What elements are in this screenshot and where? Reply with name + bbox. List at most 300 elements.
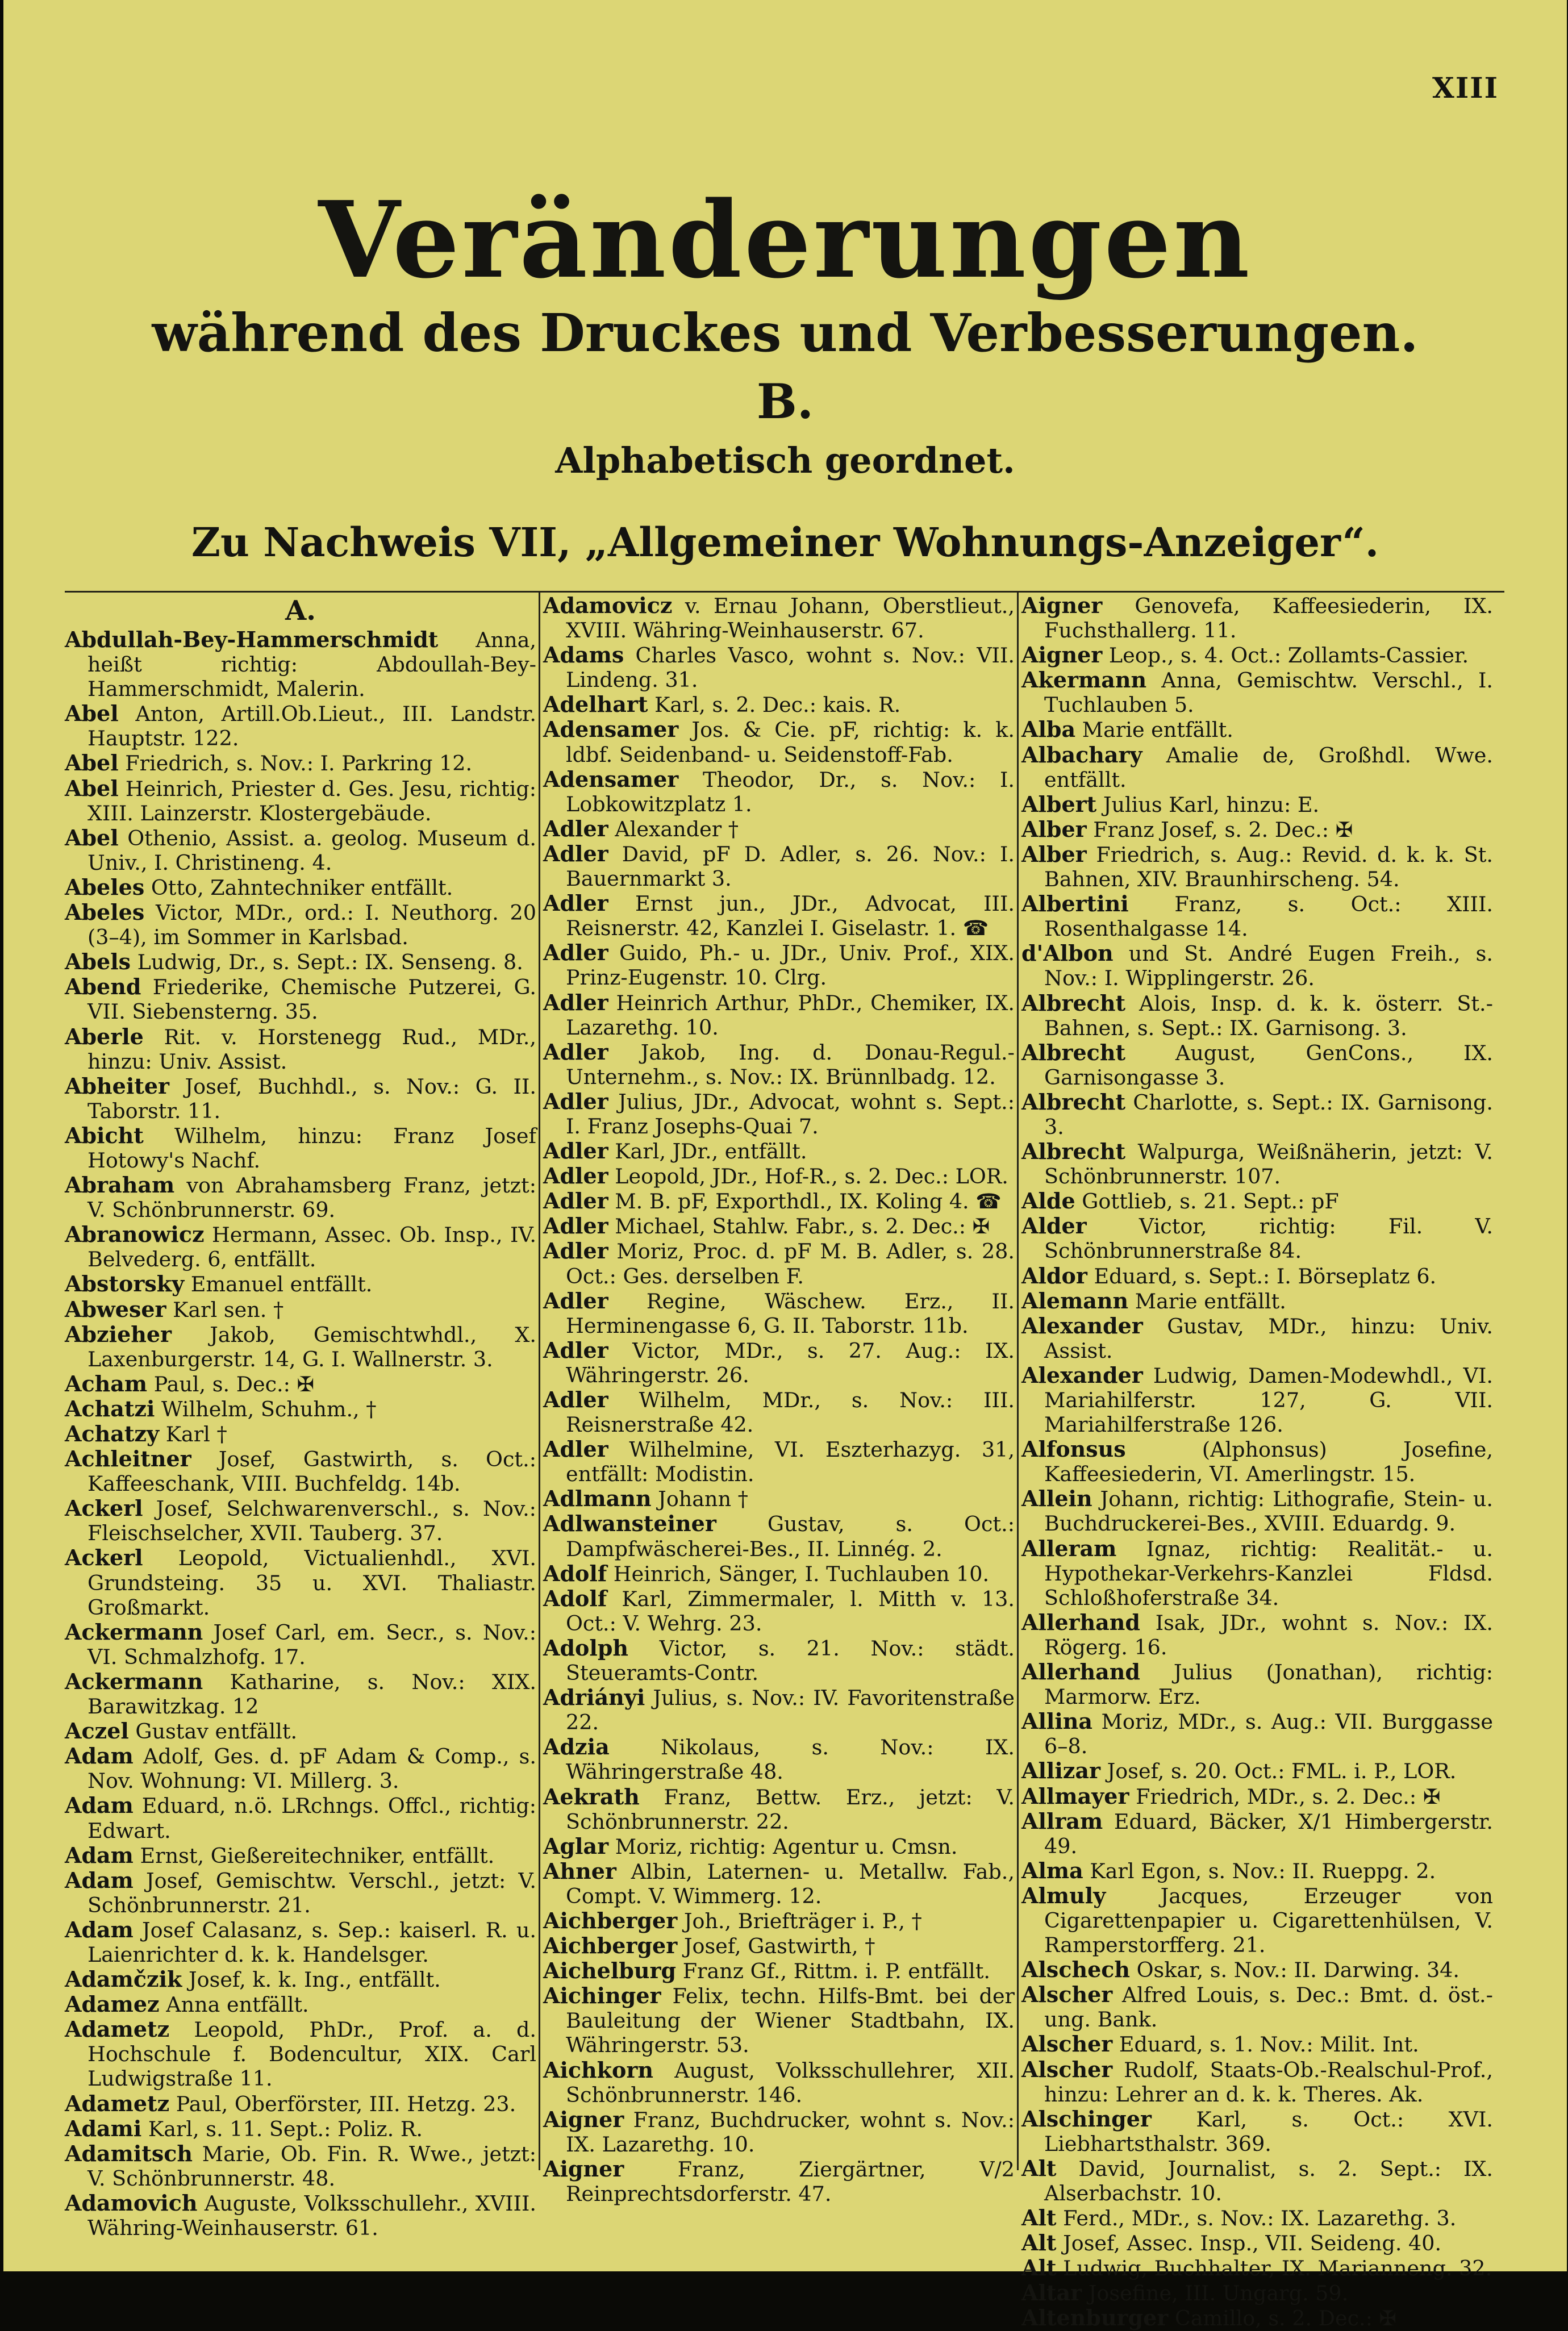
entry-details: Leopold, JDr., Hof-R., s. 2. Dec.: LOR. bbox=[608, 1164, 1008, 1189]
entry-details: Marie, Ob. Fin. R. Wwe., jetzt: V. Schönbrunnerstr. 48. bbox=[87, 2141, 536, 2191]
entry-surname: Aichelburg bbox=[543, 1958, 677, 1984]
entry-surname: Adler bbox=[543, 1287, 608, 1313]
directory-entry bbox=[65, 1074, 536, 1123]
entry-details: Theodor, Dr., s. Nov.: I. Lobkowitzplatz 1. bbox=[566, 767, 1015, 816]
entry-details: Karl, s. Oct.: XVI. Liebhartsthalstr. 369. bbox=[1044, 2107, 1493, 2156]
entry-details: Josef, k. k. Ing., entfällt. bbox=[182, 1967, 441, 1992]
entry-details: August, GenCons., IX. Garnisongasse 3. bbox=[1044, 1040, 1493, 1090]
section-reference: Zu Nachweis VII, „Allgemeiner Wohnungs-Anzeiger“. bbox=[191, 519, 1379, 566]
column-1-entries bbox=[65, 627, 536, 2240]
directory-entry bbox=[65, 1917, 536, 1967]
directory-entry bbox=[543, 1636, 1015, 1685]
directory-entry bbox=[65, 2116, 536, 2141]
entry-details: Franz, Buchdrucker, wohnt s. Nov.: IX. Lazarethg. 10. bbox=[566, 2107, 1015, 2157]
entry-surname: Alt bbox=[1021, 2255, 1057, 2281]
entry-surname: Adriányi bbox=[543, 1684, 645, 1711]
directory-entry bbox=[1021, 1437, 1493, 1486]
directory-entry bbox=[1021, 1659, 1493, 1709]
entry-details: Anna, Gemischtw. Verschl., I. Tuchlauben 5. bbox=[1044, 668, 1493, 718]
column-1 bbox=[65, 591, 536, 2240]
entry-surname: Adler bbox=[543, 1238, 608, 1264]
directory-entry bbox=[1021, 1139, 1493, 1189]
entry-surname: Adler bbox=[543, 1436, 608, 1462]
directory-entry bbox=[1021, 792, 1493, 817]
entry-details: M. B. pF, Exporthdl., IX. Koling 4. ☎ bbox=[608, 1189, 1002, 1214]
entry-details: Moriz, richtig: Agentur u. Cmsn. bbox=[608, 1834, 958, 1859]
entry-surname: Abeles bbox=[65, 874, 145, 900]
entry-details: Leop., s. 4. Oct.: Zollamts-Cassier. bbox=[1102, 643, 1469, 668]
entry-details: Walpurga, Weißnäherin, jetzt: V. Schönbrunnerstr. 107. bbox=[1044, 1140, 1493, 1189]
entry-surname: Adler bbox=[543, 1387, 608, 1412]
entry-surname: Abel bbox=[65, 750, 119, 776]
entry-details: Ludwig, Dr., s. Sept.: IX. Senseng. 8. bbox=[131, 950, 523, 975]
directory-entry bbox=[1021, 941, 1493, 990]
entry-details: Karl, Zimmermaler, l. Mitth v. 13. Oct.: V. Wehrg. 23. bbox=[566, 1586, 1015, 1636]
directory-entry bbox=[1021, 1957, 1493, 1982]
directory-entry bbox=[65, 974, 536, 1024]
directory-entry bbox=[1021, 2205, 1493, 2230]
entry-details: Katharine, s. Nov.: XIX. Barawitzkag. 12 bbox=[87, 1669, 536, 1719]
entry-details: Johann † bbox=[651, 1487, 748, 1512]
entry-details: Karl sen. † bbox=[166, 1297, 284, 1322]
directory-entry bbox=[65, 1719, 536, 1744]
entry-details: Josef Carl, em. Secr., s. Nov.: VI. Schmalzhofg. 17. bbox=[87, 1620, 536, 1669]
directory-entry bbox=[65, 1396, 536, 1421]
directory-entry bbox=[543, 717, 1015, 766]
directory-entry bbox=[65, 1446, 536, 1496]
directory-entry bbox=[1021, 991, 1493, 1040]
entry-surname: Abheiter bbox=[65, 1073, 170, 1099]
entry-surname: Aichberger bbox=[543, 1907, 678, 1933]
entry-details: Hermann, Assec. Ob. Insp., IV. Belvederg. 6, entfällt. bbox=[87, 1223, 536, 1272]
directory-entry bbox=[543, 1511, 1015, 1561]
entry-surname: Adamčzik bbox=[65, 1966, 182, 1992]
entry-details: Josef, Gastwirth, s. Oct.: Kaffeeschank, VIII. Buchfeldg. 14b. bbox=[87, 1447, 536, 1496]
entry-surname: Aichberger bbox=[543, 1933, 678, 1959]
entry-surname: Albachary bbox=[1021, 741, 1142, 768]
entry-details: Regine, Wäschew. Erz., II. Herminengasse 6, G. II. Taborstr. 11b. bbox=[566, 1288, 1015, 1338]
entry-surname: Alma bbox=[1021, 1857, 1083, 1883]
entry-surname: Albrecht bbox=[1021, 1089, 1126, 1115]
entry-surname: Aglar bbox=[543, 1833, 609, 1859]
entry-details: Josef, Gastwirth, † bbox=[677, 1934, 875, 1959]
directory-entry bbox=[65, 1024, 536, 1074]
directory-entry bbox=[1021, 1313, 1493, 1363]
entry-details: Leopold, Victualienhdl., XVI. Grundsteing. 35 u. XVI. Thaliastr. Großmarkt. bbox=[87, 1546, 536, 1620]
entry-surname: d'Albon bbox=[1021, 940, 1114, 966]
entry-surname: Adametz bbox=[65, 2016, 170, 2042]
entry-details: Rudolf, Staats-Ob.-Realschul-Prof., hinzu: Lehrer an d. k. k. Theres. Ak. bbox=[1044, 2057, 1493, 2107]
entry-surname: Aberle bbox=[65, 1023, 144, 1049]
entry-surname: Aigner bbox=[543, 2155, 624, 2182]
directory-entry bbox=[65, 1793, 536, 1842]
directory-entry bbox=[1021, 1982, 1493, 2032]
entry-surname: Adler bbox=[543, 940, 608, 966]
entry-details: Gustav entfällt. bbox=[128, 1719, 298, 1744]
entry-details: Josef, Assec. Insp., VII. Seideng. 40. bbox=[1056, 2231, 1442, 2256]
entry-surname: Adler bbox=[543, 1138, 608, 1164]
entry-surname: Allmayer bbox=[1021, 1783, 1129, 1809]
entry-surname: Allizar bbox=[1021, 1758, 1101, 1784]
entry-details: Julius, JDr., Advocat, wohnt s. Sept.: I. Franz Josephs-Quai 7. bbox=[566, 1089, 1015, 1139]
entry-surname: Adler bbox=[543, 1337, 608, 1363]
entry-details: Friederike, Chemische Putzerei, G. VII. Siebensterng. 35. bbox=[87, 975, 536, 1024]
directory-entry bbox=[543, 1908, 1015, 1933]
entry-details: Karl Egon, s. Nov.: II. Rueppg. 2. bbox=[1083, 1858, 1436, 1883]
directory-entry bbox=[65, 1545, 536, 1619]
entry-details: Moriz, MDr., s. Aug.: VII. Burggasse 6–8. bbox=[1044, 1709, 1493, 1759]
entry-details: Franz Josef, s. 2. Dec.: ✠ bbox=[1086, 817, 1353, 842]
directory-entry bbox=[543, 1338, 1015, 1387]
entry-surname: Adam bbox=[65, 1743, 134, 1769]
entry-details: Otto, Zahntechniker entfällt. bbox=[144, 875, 453, 900]
entry-details: Charlotte, s. Sept.: IX. Garnisong. 3. bbox=[1044, 1090, 1493, 1139]
entry-surname: Aichinger bbox=[543, 1983, 661, 2009]
directory-entry bbox=[65, 900, 536, 949]
entry-surname: Aigner bbox=[1021, 593, 1103, 618]
entry-surname: Allerhand bbox=[1021, 1609, 1140, 1635]
directory-entry bbox=[543, 1859, 1015, 1908]
entry-surname: Adler bbox=[543, 1163, 608, 1189]
entry-details: Eduard, n.ö. LRchngs. Offcl., richtig: Edwart. bbox=[87, 1794, 536, 1843]
directory-entry bbox=[1021, 891, 1493, 941]
entry-details: Marie entfällt. bbox=[1075, 718, 1233, 743]
directory-entry bbox=[65, 1222, 536, 1271]
entry-surname: Allram bbox=[1021, 1808, 1103, 1834]
entry-surname: Allina bbox=[1021, 1708, 1093, 1734]
entry-details: Josef, Buchhdl., s. Nov.: G. II. Taborstr. 11. bbox=[87, 1074, 536, 1123]
entry-details: Anna, heißt richtig: Abdoullah-Bey-Hammerschmidt, Malerin. bbox=[87, 628, 536, 702]
directory-entry bbox=[65, 701, 536, 750]
directory-entry bbox=[543, 1040, 1015, 1089]
entry-surname: Adler bbox=[543, 1188, 608, 1214]
directory-entry bbox=[1021, 1189, 1493, 1214]
directory-entry bbox=[543, 1288, 1015, 1338]
directory-entry bbox=[543, 2058, 1015, 2107]
entry-surname: Albrecht bbox=[1021, 1139, 1126, 1165]
entry-surname: Ahner bbox=[543, 1858, 616, 1884]
directory-entry bbox=[1021, 2032, 1493, 2057]
column-3 bbox=[1021, 591, 1493, 2331]
directory-entry bbox=[65, 1322, 536, 1371]
entry-details: Julius Karl, hinzu: E. bbox=[1096, 792, 1320, 817]
entry-surname: Almuly bbox=[1021, 1882, 1106, 1908]
entry-details: August, Volksschullehrer, XII. Schönbrunnerstr. 146. bbox=[566, 2058, 1015, 2107]
entry-surname: Alfonsus bbox=[1021, 1436, 1126, 1462]
entry-details: Gustav, MDr., hinzu: Univ. Assist. bbox=[1044, 1313, 1493, 1363]
entry-surname: Altenburger bbox=[1021, 2305, 1169, 2331]
directory-entry bbox=[1021, 1214, 1493, 1263]
directory-entry bbox=[543, 940, 1015, 990]
column-letter: A. bbox=[285, 595, 316, 627]
entry-details: Alexander † bbox=[608, 816, 739, 841]
entry-details: Adolf, Ges. d. pF Adam & Comp., s. Nov. Wohnung: VI. Millerg. 3. bbox=[87, 1744, 536, 1794]
entry-details: Eduard, Bäcker, X/1 Himbergerstr. 49. bbox=[1044, 1809, 1493, 1858]
directory-entry bbox=[543, 1685, 1015, 1734]
entry-surname: Abdullah-Bey-Hammerschmidt bbox=[65, 627, 439, 652]
entry-details: Wilhelm, hinzu: Franz Josef Hotowy's Nachf. bbox=[87, 1123, 536, 1173]
entry-surname: Alschinger bbox=[1021, 2105, 1152, 2132]
entry-surname: Adam bbox=[65, 1792, 134, 1819]
directory-entry bbox=[65, 627, 536, 701]
entry-surname: Alscher bbox=[1021, 2031, 1113, 2057]
section-subtitle: Alphabetisch geordnet. bbox=[555, 440, 1015, 481]
directory-entry bbox=[543, 1486, 1015, 1511]
directory-entry bbox=[1021, 1858, 1493, 1883]
directory-entry bbox=[1021, 1363, 1493, 1437]
directory-entry bbox=[1021, 2255, 1493, 2280]
directory-entry bbox=[65, 875, 536, 900]
entry-surname: Adami bbox=[65, 2115, 142, 2141]
entry-surname: Adzia bbox=[543, 1734, 610, 1760]
entry-surname: Adler bbox=[543, 815, 608, 841]
directory-entry bbox=[543, 1561, 1015, 1586]
directory-entry bbox=[1021, 1040, 1493, 1090]
entry-surname: Akermann bbox=[1021, 667, 1147, 693]
entry-details: Karl † bbox=[159, 1422, 227, 1446]
entry-surname: Albertini bbox=[1021, 891, 1129, 917]
directory-entry bbox=[1021, 1288, 1493, 1313]
column-divider bbox=[539, 591, 540, 2170]
entry-details: Gustav, s. Oct.: Dampfwäscherei-Bes., II. Linnég. 2. bbox=[566, 1512, 1015, 1561]
entry-details: Jakob, Ing. d. Donau-Regul.-Unternehm., s. Nov.: IX. Brünnlbadg. 12. bbox=[566, 1040, 1015, 1089]
entry-details: Victor, richtig: Fil. V. Schönbrunnerstraße 84. bbox=[1044, 1214, 1493, 1264]
entry-details: Rit. v. Horstenegg Rud., MDr., hinzu: Univ. Assist. bbox=[87, 1024, 536, 1074]
entry-details: Victor, s. 21. Nov.: städt. Steueramts-Contr. bbox=[566, 1636, 1015, 1686]
entry-details: (Alphonsus) Josefine, Kaffeesiederin, VI. Amerlingstr. 15. bbox=[1044, 1437, 1493, 1487]
entry-surname: Alexander bbox=[1021, 1312, 1143, 1338]
directory-entry bbox=[65, 2191, 536, 2240]
entry-surname: Abels bbox=[65, 949, 131, 975]
section-letter: B. bbox=[756, 373, 814, 429]
entry-surname: Adlwansteiner bbox=[543, 1511, 716, 1537]
entry-surname: Adelhart bbox=[543, 691, 648, 718]
directory-entry bbox=[65, 2091, 536, 2116]
directory-entry bbox=[543, 2157, 1015, 2206]
directory-entry bbox=[65, 1421, 536, 1446]
entry-details: Genovefa, Kaffeesiederin, IX. Fuchsthallerg. 11. bbox=[1044, 594, 1493, 643]
directory-entry bbox=[1021, 1536, 1493, 1610]
directory-entry bbox=[543, 1734, 1015, 1784]
entry-details: Ferd., MDr., s. Nov.: IX. Lazarethg. 3. bbox=[1056, 2206, 1457, 2231]
entry-surname: Adensamer bbox=[543, 716, 679, 743]
entry-details: Camillo, s. 2. Dec.: ✠ bbox=[1168, 2306, 1397, 2331]
entry-details: Isak, JDr., wohnt s. Nov.: IX. Rögerg. 16. bbox=[1044, 1610, 1493, 1659]
directory-entry bbox=[543, 1586, 1015, 1636]
entry-details: Franz, Bettw. Erz., jetzt: V. Schönbrunnerstr. 22. bbox=[566, 1784, 1015, 1834]
entry-surname: Adams bbox=[543, 642, 624, 668]
entry-details: Heinrich, Sänger, I. Tuchlauben 10. bbox=[607, 1561, 990, 1586]
document-page bbox=[3, 0, 1567, 2331]
directory-entry bbox=[65, 949, 536, 974]
page-number: XIII bbox=[1432, 71, 1499, 105]
entry-surname: Albrecht bbox=[1021, 990, 1126, 1016]
entry-details: Nikolaus, s. Nov.: IX. Währingerstraße 48. bbox=[566, 1735, 1015, 1784]
entry-surname: Aldor bbox=[1021, 1262, 1087, 1288]
entry-surname: Achatzy bbox=[65, 1421, 160, 1446]
entry-details: Victor, MDr., s. 27. Aug.: IX. Währingerstr. 26. bbox=[566, 1338, 1015, 1387]
entry-details: Josef, Gemischtw. Verschl., jetzt: V. Schönbrunnerstr. 21. bbox=[87, 1868, 536, 1917]
directory-entry bbox=[65, 1271, 536, 1296]
directory-entry bbox=[543, 2107, 1015, 2157]
entry-surname: Aczel bbox=[65, 1718, 129, 1744]
entry-details: Albin, Laternen- u. Metallw. Fab., Compt. V. Wimmerg. 12. bbox=[566, 1859, 1015, 1908]
entry-details: Marie entfällt. bbox=[1128, 1288, 1286, 1313]
entry-surname: Adler bbox=[543, 890, 608, 916]
entry-details: Alfred Louis, s. Dec.: Bmt. d. öst.-ung. Bank. bbox=[1044, 1983, 1493, 2032]
entry-surname: Alt bbox=[1021, 2155, 1057, 2181]
entry-details: Josef Calasanz, s. Sep.: kaiserl. R. u. Laienrichter d. k. k. Handelsger. bbox=[87, 1917, 536, 1967]
directory-entry bbox=[1021, 1486, 1493, 1536]
entry-surname: Adler bbox=[543, 1213, 608, 1239]
directory-entry bbox=[65, 1297, 536, 1322]
entry-details: Ignaz, richtig: Realität.- u. Hypothekar-Verkehrs-Kanzlei Fldsd. Schloßhoferstraße 34. bbox=[1044, 1536, 1493, 1610]
entry-surname: Adler bbox=[543, 1088, 608, 1114]
entry-surname: Abend bbox=[65, 974, 141, 1000]
directory-entry bbox=[543, 1387, 1015, 1437]
directory-entry bbox=[1021, 1264, 1493, 1288]
directory-entry bbox=[1021, 1709, 1493, 1758]
directory-entry bbox=[543, 1214, 1015, 1239]
entry-surname: Abraham bbox=[65, 1172, 175, 1198]
entry-surname: Aekrath bbox=[543, 1783, 640, 1809]
entry-details: Amalie de, Großhdl. Wwe. entfällt. bbox=[1044, 743, 1493, 792]
entry-surname: Alexander bbox=[1021, 1362, 1143, 1388]
directory-entry bbox=[1021, 1809, 1493, 1858]
entry-surname: Adametz bbox=[65, 2090, 170, 2116]
directory-entry bbox=[65, 1967, 536, 1992]
entry-details: Karl, s. 11. Sept.: Poliz. R. bbox=[141, 2116, 423, 2141]
directory-entry bbox=[65, 1843, 536, 1868]
entry-details: Wilhelm, MDr., s. Nov.: III. Reisnerstraße 42. bbox=[566, 1388, 1015, 1437]
directory-entry bbox=[543, 593, 1015, 643]
entry-surname: Alt bbox=[1021, 2205, 1057, 2231]
page-title: Veränderungen bbox=[318, 178, 1252, 302]
directory-entry bbox=[543, 1437, 1015, 1486]
entry-details: Auguste, Volksschullehr., XVIII. Währing-Weinhauserstr. 61. bbox=[87, 2191, 536, 2240]
entry-surname: Alt bbox=[1021, 2230, 1057, 2256]
entry-surname: Alde bbox=[1021, 1188, 1075, 1214]
directory-entry bbox=[65, 1620, 536, 1669]
entry-details: Ludwig, Buchhalter, IX. Marianneng. 32. bbox=[1056, 2256, 1492, 2281]
column-2 bbox=[543, 591, 1015, 2206]
directory-entry bbox=[1021, 643, 1493, 668]
entry-details: Heinrich, Priester d. Ges. Jesu, richtig: XIII. Lainzerstr. Klostergebäude. bbox=[87, 776, 536, 825]
entry-surname: Ackermann bbox=[65, 1668, 203, 1694]
entry-surname: Adolf bbox=[543, 1585, 607, 1611]
entry-details: Wilhelmine, VI. Eszterhazyg. 31, entfällt: Modistin. bbox=[566, 1437, 1015, 1487]
entry-details: Anna entfällt. bbox=[159, 1992, 309, 2017]
entry-details: Josef, Selchwarenverschl., s. Nov.: Fleischselcher, XVII. Tauberg. 37. bbox=[87, 1496, 536, 1546]
entry-surname: Albrecht bbox=[1021, 1039, 1126, 1065]
entry-surname: Adolph bbox=[543, 1634, 629, 1661]
entry-details: Franz, s. Oct.: XIII. Rosenthalgasse 14. bbox=[1044, 892, 1493, 941]
directory-entry bbox=[1021, 743, 1493, 792]
entry-details: Oskar, s. Nov.: II. Darwing. 34. bbox=[1130, 1958, 1460, 1983]
entry-details: Anton, Artill.Ob.Lieut., III. Landstr. Hauptstr. 122. bbox=[87, 702, 536, 751]
entry-surname: Adlmann bbox=[543, 1486, 652, 1512]
directory-entry bbox=[543, 1139, 1015, 1164]
entry-surname: Alba bbox=[1021, 716, 1076, 743]
directory-entry bbox=[543, 1834, 1015, 1859]
entry-surname: Alemann bbox=[1021, 1287, 1129, 1313]
entry-surname: Adamez bbox=[65, 1991, 160, 2017]
directory-entry bbox=[65, 1123, 536, 1173]
entry-surname: Achleitner bbox=[65, 1446, 191, 1472]
directory-entry bbox=[543, 692, 1015, 717]
entry-surname: Adam bbox=[65, 1916, 134, 1942]
entry-surname: Adamitsch bbox=[65, 2140, 193, 2166]
entry-details: David, Journalist, s. 2. Sept.: IX. Alserbachstr. 10. bbox=[1044, 2156, 1493, 2205]
entry-surname: Abel bbox=[65, 775, 119, 801]
entry-surname: Adler bbox=[543, 840, 608, 866]
directory-entry bbox=[1021, 2156, 1493, 2205]
entry-surname: Abweser bbox=[65, 1296, 166, 1322]
directory-entry bbox=[1021, 1784, 1493, 1809]
directory-entry bbox=[543, 1239, 1015, 1288]
entry-surname: Alscher bbox=[1021, 1982, 1113, 2008]
entry-surname: Ackermann bbox=[65, 1619, 203, 1645]
directory-entry bbox=[65, 1371, 536, 1396]
entry-details: Heinrich Arthur, PhDr., Chemiker, IX. Lazarethg. 10. bbox=[566, 990, 1015, 1040]
column-3-entries bbox=[1021, 593, 1493, 2331]
directory-entry bbox=[65, 1173, 536, 1222]
entry-surname: Aigner bbox=[1021, 642, 1103, 668]
directory-entry bbox=[543, 1784, 1015, 1834]
entry-surname: Adam bbox=[65, 1867, 134, 1893]
directory-entry bbox=[65, 1669, 536, 1719]
entry-surname: Alber bbox=[1021, 841, 1087, 867]
entry-surname: Adler bbox=[543, 989, 608, 1015]
entry-details: Eduard, s. Sept.: I. Börseplatz 6. bbox=[1087, 1264, 1437, 1288]
entry-surname: Albert bbox=[1021, 791, 1097, 817]
page-subtitle: während des Druckes und Verbesserungen. bbox=[152, 302, 1419, 364]
entry-surname: Ackerl bbox=[65, 1495, 143, 1521]
entry-details: Franz, Ziergärtner, V/2 Reinprechtsdorferstr. 47. bbox=[566, 2157, 1015, 2206]
entry-details: Josef, s. 20. Oct.: FML. i. P., LOR. bbox=[1100, 1759, 1457, 1784]
directory-entry bbox=[65, 776, 536, 825]
directory-entry bbox=[543, 1189, 1015, 1214]
entry-details: Guido, Ph.- u. JDr., Univ. Prof., XIX. Prinz-Eugenstr. 10. Clrg. bbox=[566, 941, 1015, 990]
entry-surname: Alscher bbox=[1021, 2056, 1113, 2082]
directory-entry bbox=[65, 1744, 536, 1793]
entry-details: Jos. & Cie. pF, richtig: k. k. ldbf. Seidenband- u. Seidenstoff-Fab. bbox=[566, 718, 1015, 767]
directory-entry bbox=[65, 2141, 536, 2191]
entry-details: Franz Gf., Rittm. i. P. entfällt. bbox=[676, 1959, 990, 1984]
entry-details: Ernst jun., JDr., Advocat, III. Reisnerstr. 42, Kanzlei I. Giselastr. 1. ☎ bbox=[566, 891, 1015, 941]
entry-details: Julius (Jonathan), richtig: Marmorw. Erz. bbox=[1044, 1660, 1493, 1709]
directory-entry bbox=[1021, 1883, 1493, 1957]
entry-details: und St. André Eugen Freih., s. Nov.: I. Wipplingerstr. 26. bbox=[1044, 941, 1493, 991]
entry-surname: Adolf bbox=[543, 1560, 607, 1586]
entry-details: Friedrich, MDr., s. 2. Dec.: ✠ bbox=[1129, 1784, 1441, 1809]
entry-surname: Adensamer bbox=[543, 766, 679, 792]
entry-surname: Abstorsky bbox=[65, 1271, 185, 1297]
directory-entry bbox=[543, 643, 1015, 692]
entry-details: Michael, Stahlw. Fabr., s. 2. Dec.: ✠ bbox=[608, 1214, 990, 1239]
entry-details: Friedrich, s. Aug.: Revid. d. k. k. St. Bahnen, XIV. Braunhirscheng. 54. bbox=[1044, 842, 1493, 892]
directory-entry bbox=[1021, 2057, 1493, 2107]
entry-surname: Alleram bbox=[1021, 1535, 1117, 1561]
directory-entry bbox=[543, 990, 1015, 1040]
entry-details: Ernst, Gießereitechniker, entfällt. bbox=[133, 1843, 495, 1868]
directory-entry bbox=[1021, 2230, 1493, 2255]
directory-entry bbox=[65, 1496, 536, 1545]
entry-details: Alois, Insp. d. k. k. österr. St.-Bahnen, s. Sept.: IX. Garnisong. 3. bbox=[1044, 991, 1493, 1040]
entry-surname: Adamovich bbox=[65, 2190, 198, 2216]
entry-details: Karl, JDr., entfällt. bbox=[608, 1139, 807, 1164]
entry-details: Felix, techn. Hilfs-Bmt. bei der Bauleitung der Wiener Stadtbahn, IX. Währingerstr. 53. bbox=[566, 1984, 1015, 2058]
